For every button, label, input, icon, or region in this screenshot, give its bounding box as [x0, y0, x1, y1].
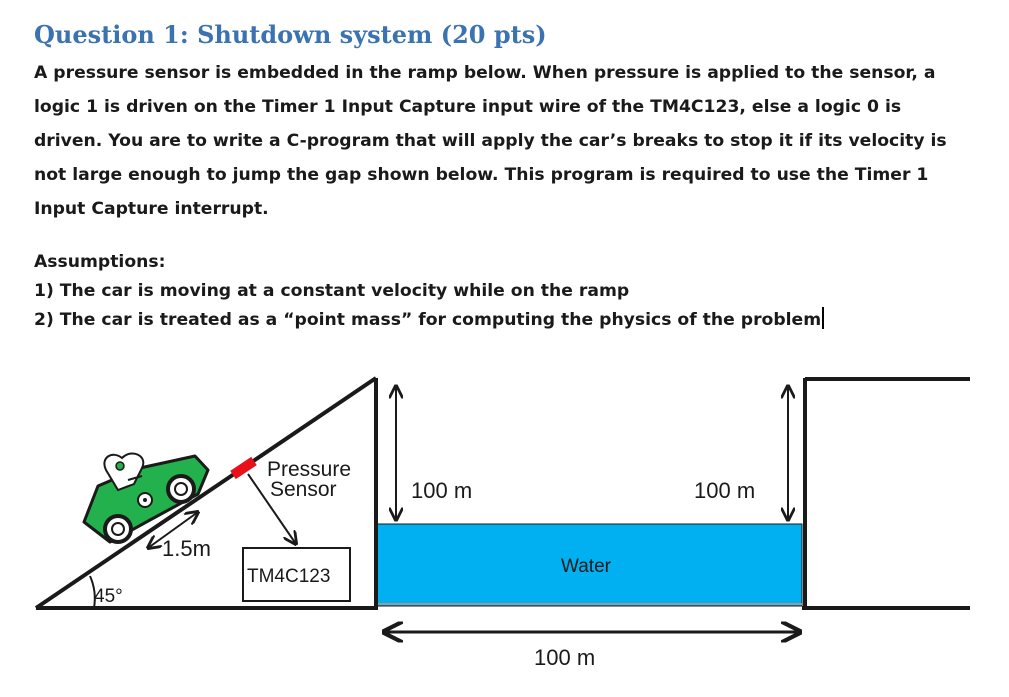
- assumption-item: 1) The car is moving at a constant velocity while on the ramp: [34, 281, 630, 301]
- water-label: Water: [561, 556, 611, 577]
- gap-width-label: 100 m: [534, 645, 596, 670]
- controller-label: TM4C123: [247, 566, 331, 587]
- question-title: Question 1: Shutdown system (20 pts): [34, 20, 547, 49]
- paragraph-line: logic 1 is driven on the Timer 1 Input Capture input wire of the TM4C123, else a logic 0 is: [34, 97, 902, 117]
- paragraph-line: driven. You are to write a C-program that will apply the car’s breaks to stop it if its velocity is: [34, 131, 947, 151]
- sensor-label-line1: Pressure: [267, 458, 352, 481]
- pressure-sensor: [233, 461, 254, 475]
- angle-label: 45°: [94, 586, 123, 607]
- paragraph-line: A pressure sensor is embedded in the ramp below. When pressure is applied to the sensor, a: [34, 63, 936, 83]
- distance-label: 1.5m: [162, 536, 211, 561]
- right-height-label: 100 m: [694, 478, 756, 503]
- left-height-label: 100 m: [411, 478, 473, 503]
- assumption-item: 2) The car is treated as a “point mass” for computing the physics of the problem: [34, 306, 824, 335]
- paragraph-line: not large enough to jump the gap shown below. This program is required to use the Timer 1: [34, 165, 929, 185]
- car-icon: [84, 453, 208, 542]
- assumptions-heading: Assumptions:: [34, 252, 166, 272]
- sensor-label-line2: Sensor: [270, 478, 337, 501]
- paragraph-line: Input Capture interrupt.: [34, 199, 269, 219]
